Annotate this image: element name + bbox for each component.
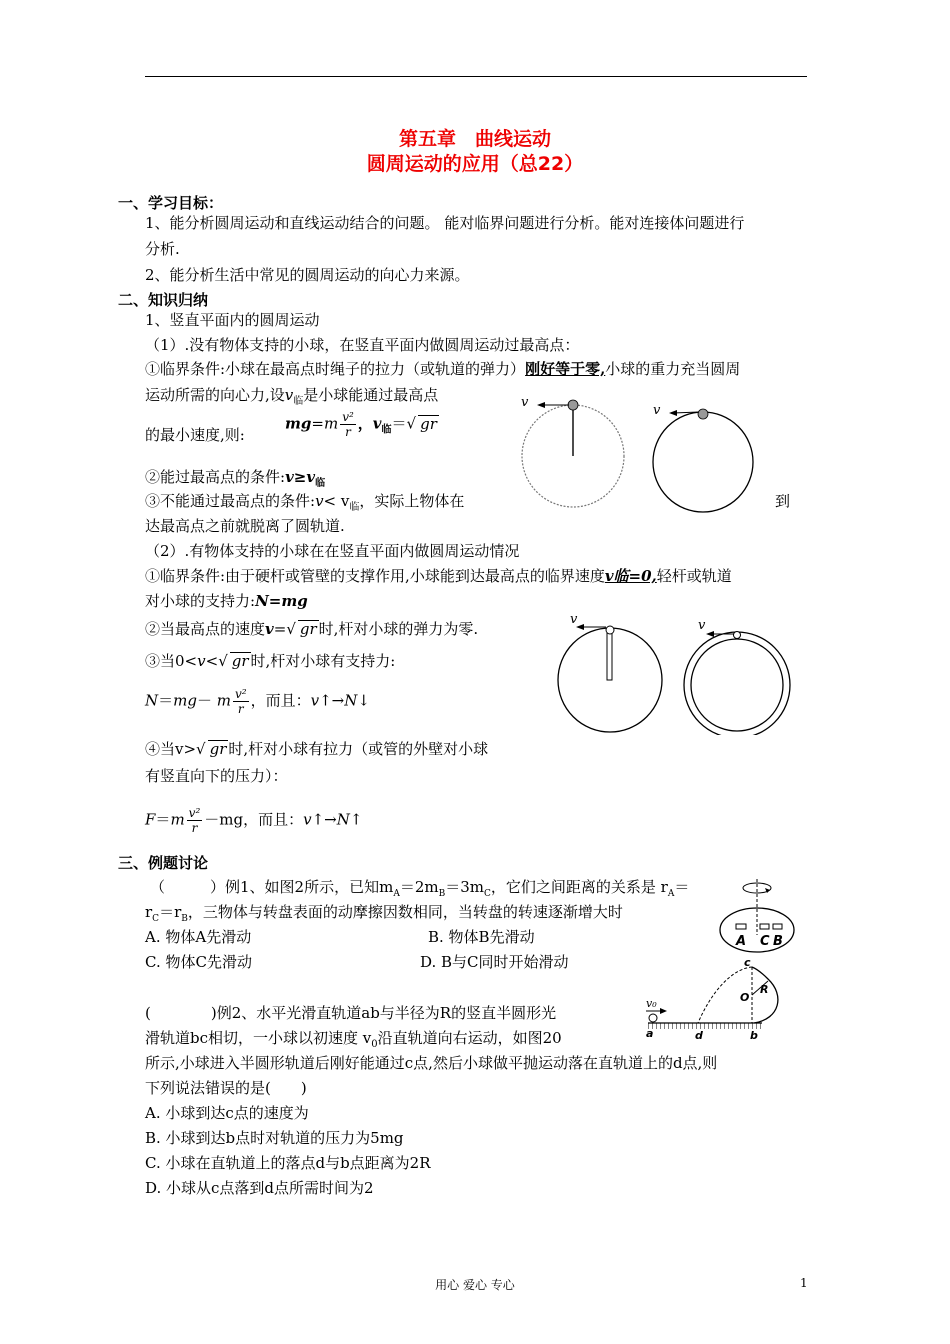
case-1-fail-line2: 达最高点之前就脱离了圆轨道. <box>145 517 345 535</box>
case-1-heading: （1）.没有物体支持的小球，在竖直平面内做圆周运动过最高点： <box>145 336 580 354</box>
formula-support-force: N＝mg－ m $\frac{\text{v²}}{r}$ ，而且：v↑→N↓ <box>145 687 370 716</box>
figure-track <box>640 955 795 1045</box>
heading-examples: 三、例题讨论 <box>118 854 209 872</box>
case-1-pass-condition: ②能过最高点的条件$:v\ge v_临$ <box>145 468 326 489</box>
track-label-b: b <box>750 1029 758 1042</box>
track-label-d: d <box>695 1029 703 1042</box>
case-1-min-speed: 的最小速度,则: <box>145 426 245 444</box>
track-label-o: O <box>740 991 750 1004</box>
header-rule <box>145 76 807 77</box>
case-2-heading: （2）.有物体支持的小球在在竖直平面内做圆周运动情况 <box>145 542 520 560</box>
example-2-option-d: D. 小球从c点落到d点所需时间为2 <box>145 1179 374 1197</box>
emphasis-just-zero: 刚好等于零, <box>525 360 606 378</box>
track-label-r: R <box>760 983 769 996</box>
example-1-option-b: B. 物体B先滑动 <box>428 928 535 946</box>
turntable-label-c: C <box>760 934 770 949</box>
footer-slogan: 用心 爱心 专心 <box>435 1278 515 1292</box>
example-2-line2: 滑轨道bc相切，一小球以初速度 $v_0$沿直轨道向右运动，如图20 <box>145 1029 562 1050</box>
goal-1-line1: 1、能分析圆周运动和直线运动结合的问题。 能对临界问题进行分析。能对连接体问题进行 <box>145 214 745 232</box>
heading-learning-goals: 一、学习目标： <box>118 194 224 212</box>
emphasis-v-zero: v临=0, <box>604 567 657 585</box>
fig4-velocity-label: v <box>698 618 706 633</box>
case-2-critical-line1: ①临界条件:由于硬杆或管壁的支撑作用,小球能到达最高点的临界速度v临=0,轻杆或轨道 <box>145 567 732 585</box>
example-1-line1: （ ）例1、如图2所示，已知$m_A=2m_B=3m_C$，它们之间距离的关系是 $r_A=$ <box>150 878 690 899</box>
case-2-critical-line2: 对小球的支持力:N=mg <box>145 592 308 610</box>
figure-rope-circles <box>515 390 760 520</box>
fig1-velocity-label: v <box>521 395 529 410</box>
example-1-option-c: C. 物体C先滑动 <box>145 953 252 971</box>
goal-2: 2、能分析生活中常见的圆周运动的向心力来源。 <box>145 266 470 284</box>
subheading-vertical-circle: 1、竖直平面内的圆周运动 <box>145 311 320 329</box>
fig3-velocity-label: v <box>570 612 578 627</box>
example-1-option-a: A. 物体A先滑动 <box>145 928 252 946</box>
track-label-a: a <box>646 1027 654 1040</box>
case-1-critical-line2: 运动所需的向心力,设$v_临$是小球能通过最高点 <box>145 386 439 407</box>
example-2-option-c: C. 小球在直轨道上的落点d与b点距离为2R <box>145 1154 431 1172</box>
case-2-zero-force: ②当最高点的速度v=√ gr 时,杆对小球的弹力为零. <box>145 620 479 638</box>
track-v0-label: v₀ <box>646 997 657 1010</box>
turntable-label-b: B <box>773 934 783 949</box>
figure-turntable <box>715 875 795 965</box>
case-2-support-force: ③当0<v<√ gr 时,杆对小球有支持力: <box>145 652 396 670</box>
case-2-pull-force-line2: 有竖直向下的压力）： <box>145 767 288 785</box>
example-2-option-a: A. 小球到达c点的速度为 <box>145 1104 309 1122</box>
track-label-c: c <box>744 956 751 969</box>
case-1-fail-condition: ③不能通过最高点的条件:v< $v_临$，实际上物体在 <box>145 492 465 513</box>
goal-1-line2: 分析. <box>145 240 180 258</box>
example-2-option-b: B. 小球到达b点时对轨道的压力为5mg <box>145 1129 404 1147</box>
example-1-option-d: D. B与C同时开始滑动 <box>420 953 569 971</box>
heading-knowledge: 二、知识归纳 <box>118 291 209 309</box>
figure-rod-tube-circles <box>550 605 800 735</box>
formula-pull-force: F＝m $\frac{\text{v²}}{r}$ －mg，而且：v↑→N↑ <box>145 806 363 835</box>
fig2-velocity-label: v <box>653 403 661 418</box>
section-title: 圆周运动的应用（总22） <box>366 153 584 175</box>
turntable-label-a: A <box>736 934 747 949</box>
example-2-line3: 所示,小球进入半圆形轨道后刚好能通过c点,然后小球做平抛运动落在直轨道上的d点,则 <box>145 1054 718 1072</box>
case-2-pull-force-line1: ④当v>√ gr 时,杆对小球有拉力（或管的外壁对小球 <box>145 740 489 758</box>
formula-min-speed: mg=m $\frac{\text{v²}}{r}$ ，$v_临=√$ gr <box>285 410 437 439</box>
example-2-line4: 下列说法错误的是( ) <box>145 1079 307 1097</box>
chapter-title: 第五章 曲线运动 <box>398 128 551 150</box>
example-2-line1: ( )例2、水平光滑直轨道ab与半径为R的竖直半圆形光 <box>145 1004 557 1022</box>
case-1-critical-line1: ①临界条件:小球在最高点时绳子的拉力（或轨道的弹力）刚好等于零,小球的重力充当圆周 <box>145 360 741 378</box>
case-1-fail-condition-tail: 到 <box>775 492 791 510</box>
page-number: 1 <box>800 1276 808 1290</box>
example-1-line2: $r_C=r_B$，三物体与转盘表面的动摩擦因数相同，当转盘的转速逐渐增大时 <box>145 903 623 924</box>
